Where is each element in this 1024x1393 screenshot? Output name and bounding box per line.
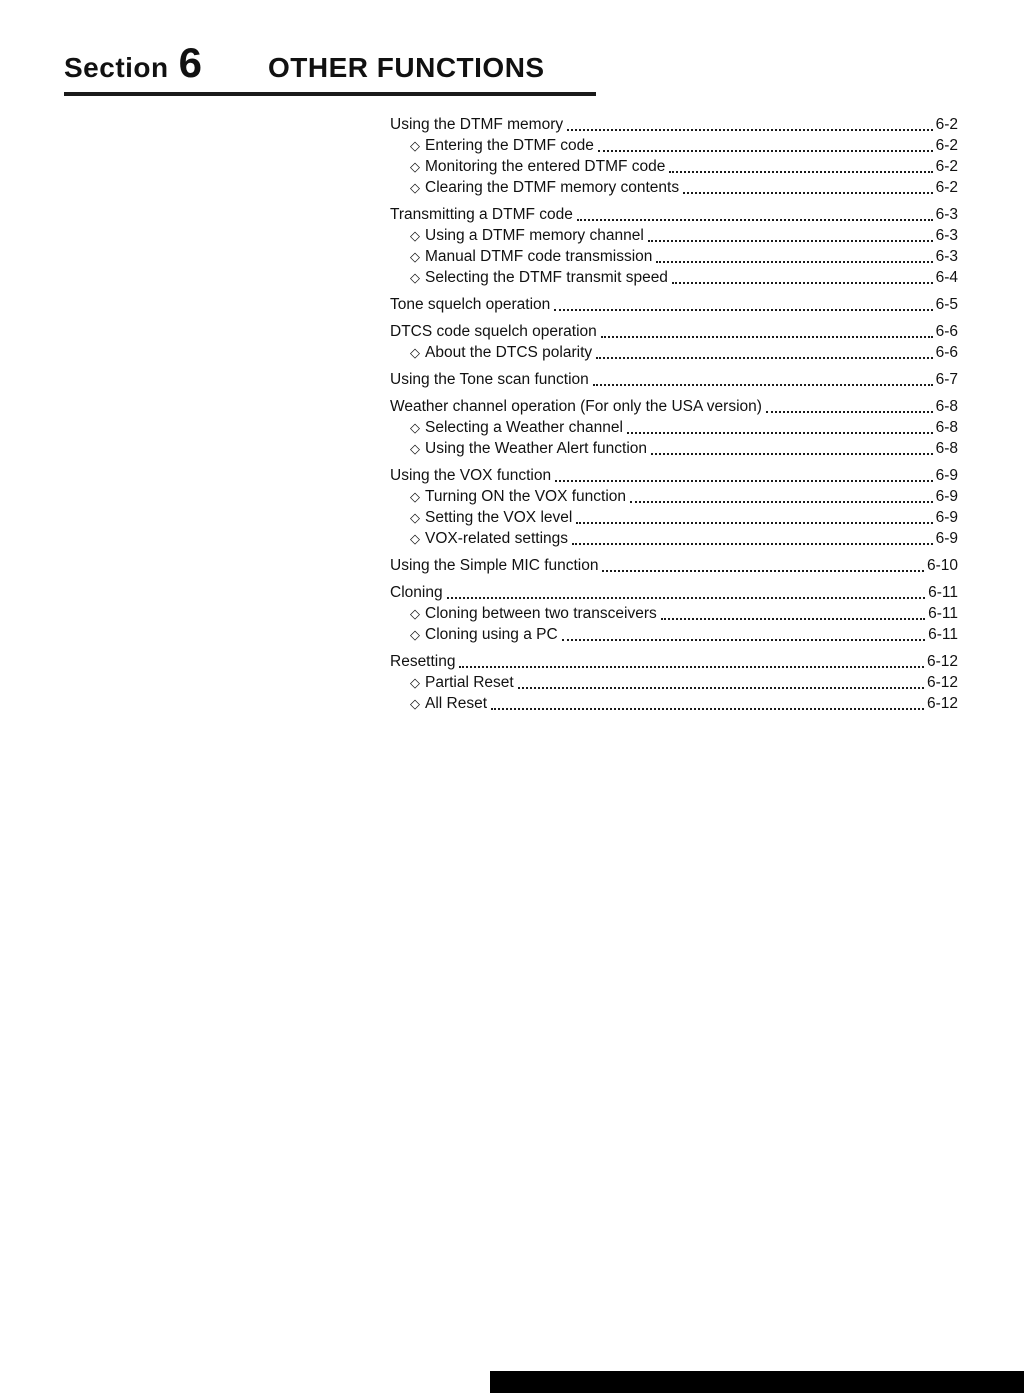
dotted-leader <box>766 396 933 413</box>
toc-entry-label: Clearing the DTMF memory contents <box>425 179 680 196</box>
toc-entry-label: Using the VOX function <box>390 467 552 484</box>
toc-page-number: 6-2 <box>935 116 958 133</box>
dotted-leader <box>576 507 932 524</box>
diamond-icon: ◇ <box>410 270 420 285</box>
dotted-leader <box>602 555 923 572</box>
toc-entry-label: Tone squelch operation <box>390 296 551 313</box>
toc-page-number: 6-3 <box>935 206 958 223</box>
dotted-leader <box>627 417 933 434</box>
dotted-leader <box>656 246 932 263</box>
toc-page-number: 6-6 <box>935 323 958 340</box>
toc-entry-label: Partial Reset <box>425 674 514 691</box>
toc-entry <box>390 321 958 342</box>
dotted-leader <box>518 672 924 689</box>
footer-bar <box>490 1371 1024 1393</box>
toc-page-number: 6-8 <box>935 398 958 415</box>
toc-entry-label: DTCS code squelch operation <box>390 323 597 340</box>
toc-page-number: 6-11 <box>928 626 958 643</box>
toc-entry-label: Manual DTMF code transmission <box>425 248 653 265</box>
dotted-leader <box>459 651 923 668</box>
diamond-icon: ◇ <box>410 249 420 264</box>
toc-page-number: 6-7 <box>935 371 958 388</box>
dotted-leader <box>554 294 932 311</box>
diamond-icon: ◇ <box>410 420 420 435</box>
toc-entry <box>390 465 958 486</box>
toc-page-number: 6-10 <box>926 557 958 574</box>
toc-page-number: 6-11 <box>928 605 958 622</box>
diamond-icon: ◇ <box>410 531 420 546</box>
toc-page-number: 6-9 <box>935 488 958 505</box>
dotted-leader <box>672 267 933 284</box>
toc-subentry <box>390 246 958 267</box>
toc-entry-label: All Reset <box>425 695 488 712</box>
toc-entry-label: Entering the DTMF code <box>425 137 594 154</box>
diamond-icon: ◇ <box>410 441 420 456</box>
diamond-icon: ◇ <box>410 510 420 525</box>
toc-page-number: 6-2 <box>935 158 958 175</box>
diamond-icon: ◇ <box>410 606 420 621</box>
toc-page-number: 6-12 <box>926 695 958 712</box>
dotted-leader <box>648 225 933 242</box>
dotted-leader <box>651 438 933 455</box>
toc-page-number: 6-3 <box>935 248 958 265</box>
toc-page-number: 6-2 <box>935 137 958 154</box>
toc-entry <box>390 396 958 417</box>
toc-page-number: 6-12 <box>926 653 958 670</box>
toc-entry-label: Using the DTMF memory <box>390 116 564 133</box>
toc-entry-label: Using the Weather Alert function <box>425 440 648 457</box>
page-title: OTHER FUNCTIONS <box>268 52 545 83</box>
toc-page-number: 6-11 <box>928 584 958 601</box>
toc-entry-label: Cloning using a PC <box>425 626 558 643</box>
toc-entry-label: About the DTCS polarity <box>425 344 593 361</box>
toc-subentry <box>390 156 958 177</box>
diamond-icon: ◇ <box>410 345 420 360</box>
toc-entry <box>390 555 958 576</box>
toc-page-number: 6-8 <box>935 419 958 436</box>
toc-page-number: 6-5 <box>935 296 958 313</box>
toc-subentry <box>390 267 958 288</box>
toc-entry-label: Transmitting a DTMF code <box>390 206 573 223</box>
dotted-leader <box>567 114 932 131</box>
toc-entry-label: Resetting <box>390 653 456 670</box>
dotted-leader <box>669 156 932 173</box>
toc-entry-label: Cloning <box>390 584 443 601</box>
toc-page-number: 6-9 <box>935 509 958 526</box>
dotted-leader <box>661 603 925 620</box>
toc-entry-label: VOX-related settings <box>425 530 569 547</box>
dotted-leader <box>630 486 933 503</box>
dotted-leader <box>596 342 932 359</box>
toc-subentry <box>390 438 958 459</box>
dotted-leader <box>683 177 932 194</box>
toc-page-number: 6-9 <box>935 467 958 484</box>
toc-subentry <box>390 342 958 363</box>
toc-entry <box>390 369 958 390</box>
toc-subentry <box>390 135 958 156</box>
toc-entry <box>390 114 958 135</box>
toc-page-number: 6-9 <box>935 530 958 547</box>
toc-page-number: 6-2 <box>935 179 958 196</box>
dotted-leader <box>577 204 933 221</box>
diamond-icon: ◇ <box>410 138 420 153</box>
section-number: 6 <box>178 39 202 86</box>
toc-entry <box>390 651 958 672</box>
toc-subentry <box>390 603 958 624</box>
toc-entry-label: Using a DTMF memory channel <box>425 227 644 244</box>
dotted-leader <box>572 528 933 545</box>
section-header <box>64 39 596 96</box>
section-label: Section <box>64 52 169 83</box>
dotted-leader <box>562 624 925 641</box>
toc-subentry <box>390 624 958 645</box>
diamond-icon: ◇ <box>410 180 420 195</box>
toc-entry-label: Selecting a Weather channel <box>425 419 623 436</box>
toc-page-number: 6-8 <box>935 440 958 457</box>
diamond-icon: ◇ <box>410 627 420 642</box>
toc-list <box>390 114 958 714</box>
toc-subentry <box>390 417 958 438</box>
diamond-icon: ◇ <box>410 489 420 504</box>
dotted-leader <box>593 369 933 386</box>
diamond-icon: ◇ <box>410 228 420 243</box>
toc-entry-label: Selecting the DTMF transmit speed <box>425 269 668 286</box>
toc-entry-label: Using the Tone scan function <box>390 371 589 388</box>
toc-subentry <box>390 177 958 198</box>
diamond-icon: ◇ <box>410 159 420 174</box>
dotted-leader <box>598 135 933 152</box>
toc-entry <box>390 294 958 315</box>
dotted-leader <box>447 582 926 599</box>
diamond-icon: ◇ <box>410 696 420 711</box>
toc-page-number: 6-12 <box>926 674 958 691</box>
toc-entry <box>390 204 958 225</box>
toc-subentry <box>390 693 958 714</box>
dotted-leader <box>491 693 924 710</box>
toc-page-number: 6-6 <box>935 344 958 361</box>
toc-entry-label: Weather channel operation (For only the USA version) <box>390 398 762 415</box>
toc-entry <box>390 582 958 603</box>
toc-subentry <box>390 507 958 528</box>
dotted-leader <box>555 465 932 482</box>
toc-entry-label: Turning ON the VOX function <box>425 488 627 505</box>
toc-subentry <box>390 672 958 693</box>
toc-entry-label: Using the Simple MIC function <box>390 557 599 574</box>
toc-subentry <box>390 528 958 549</box>
toc-entry-label: Setting the VOX level <box>425 509 573 526</box>
toc-subentry <box>390 225 958 246</box>
toc-subentry <box>390 486 958 507</box>
dotted-leader <box>601 321 933 338</box>
toc-page-number: 6-4 <box>935 269 958 286</box>
toc-entry-label: Cloning between two transceivers <box>425 605 657 622</box>
toc-entry-label: Monitoring the entered DTMF code <box>425 158 666 175</box>
diamond-icon: ◇ <box>410 675 420 690</box>
toc-page-number: 6-3 <box>935 227 958 244</box>
